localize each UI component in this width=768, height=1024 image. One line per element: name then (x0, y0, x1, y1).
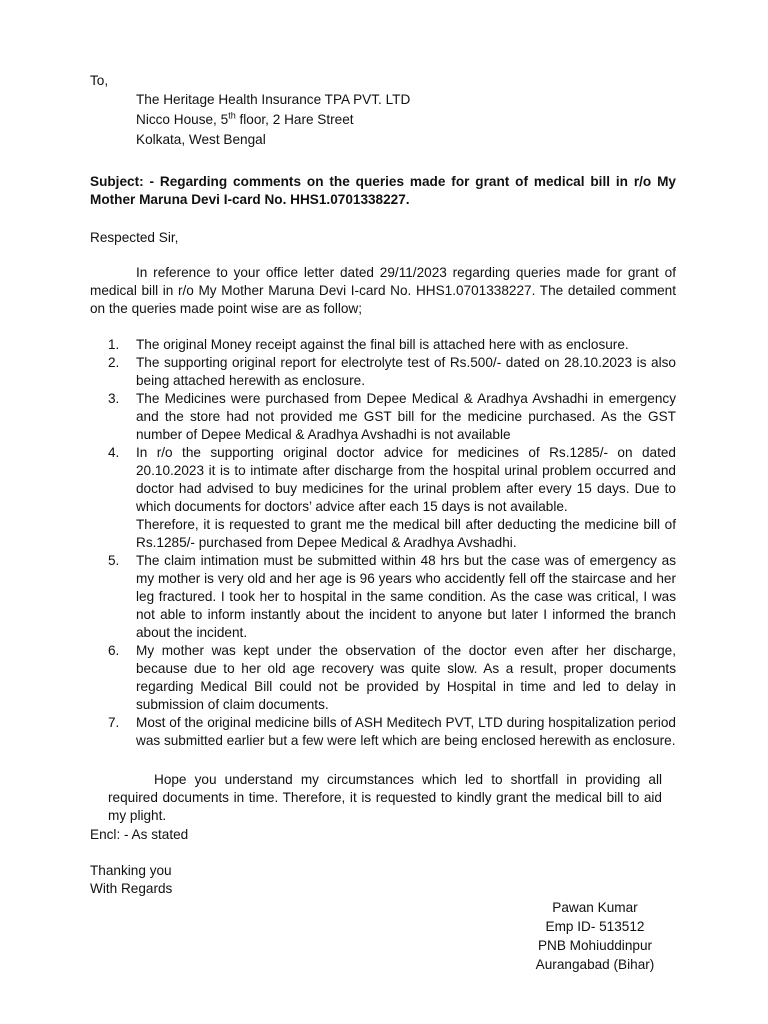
salutation: Respected Sir, (90, 230, 179, 245)
points-list (90, 336, 676, 750)
subject-line: Subject: - Regarding comments on the queries made for grant of medical bill in r/o My Mother Maruna Devi I-card No. HHS1.0701338227. (90, 174, 676, 207)
list-item: 1. The original Money receipt against the final bill is attached here with as enclosure. (108, 337, 629, 352)
signer-branch: PNB Mohiuddinpur (537, 938, 653, 953)
address-line-city: Kolkata, West Bengal (136, 132, 266, 147)
signature-block (520, 899, 670, 975)
address-line-street: Nicco House, 5th floor, 2 Hare Street (136, 110, 354, 127)
sign-off (90, 862, 172, 898)
enclosure-note: Encl: - As stated (90, 827, 189, 842)
signer-name: Pawan Kumar (552, 900, 638, 915)
list-item: 4. In r/o the supporting original doctor advice for medicines of Rs.1285/- on dated 20.10.2023 it is to intimate after discharge from the hospital urinal problem occurred and doctor had advised to buy medicines for the urinal problem after every 15 days. Due to which documents for doctors’ advice after each 15 days is not available. Therefore, it is requested to grant me the medical bill after deducting the medicine bill of Rs.1285/- purchased from Depee Medical & Aradhya Avshadhi. (108, 445, 676, 550)
recipient-address (136, 91, 410, 151)
regards-line: With Regards (90, 881, 173, 896)
list-item: 5. The claim intimation must be submitted within 48 hrs but the case was of emergency as my mother is very old and her age is 96 years who accidently fell off the staircase and her leg fractured. I took her to hospital in the same condition. As the case was critical, I was not able to inform instantly about the incident to anyone but later I informed the branch about the incident. (108, 553, 676, 640)
list-item: 6. My mother was kept under the observation of the doctor even after her discharge, because due to her old age recovery was quite slow. As a result, proper documents regarding Medical Bill could not be provided by Hospital in time and led to delay in submission of claim documents. (108, 643, 676, 712)
signer-place: Aurangabad (Bihar) (535, 957, 655, 972)
intro-paragraph: In reference to your office letter dated 29/11/2023 regarding queries made for grant of medical bill in r/o My Mother Maruna Devi I-card No. HHS1.0701338227. The detailed comment on the queries made point wise are as follow; (90, 265, 676, 316)
list-item-note: Therefore, it is requested to grant me the medical bill after deducting the medicine bill of Rs.1285/- purchased from Depee Medical & Aradhya Avshadhi. (136, 517, 676, 550)
list-item: 2. The supporting original report for electrolyte test of Rs.500/- dated on 28.10.2023 is also being attached herewith as enclosure. (108, 355, 676, 388)
closing-paragraph: Hope you understand my circumstances which led to shortfall in providing all required documents in time. Therefore, it is requested to kindly grant the medical bill to aid my plight. (108, 772, 662, 823)
list-item: 7. Most of the original medicine bills of ASH Meditech PVT, LTD during hospitalization period was submitted earlier but a few were left which are being enclosed herewith as enclosure. (108, 715, 676, 748)
address-line-company: The Heritage Health Insurance TPA PVT. LTD (136, 92, 411, 107)
to-line: To, (90, 73, 109, 88)
signer-emp-id: Emp ID- 513512 (545, 919, 645, 934)
thanking-line: Thanking you (90, 863, 172, 878)
list-item: 3. The Medicines were purchased from Depee Medical & Aradhya Avshadhi in emergency and the store had not provided me GST bill for the medicine purchased. As the GST number of Depee Medical & Aradhya Avshadhi is not available (108, 391, 676, 442)
